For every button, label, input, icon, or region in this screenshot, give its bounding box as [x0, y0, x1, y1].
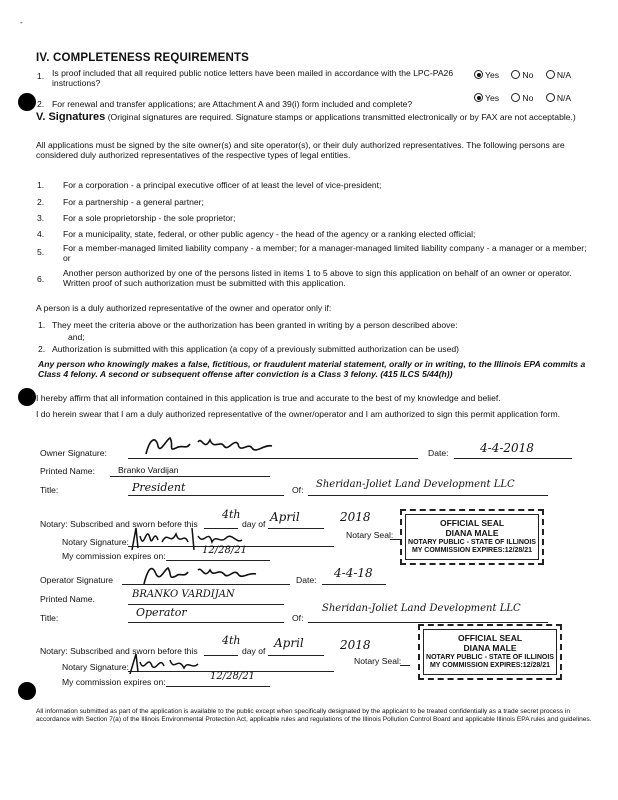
felony-warning: Any person who knowingly makes a false, fictitious, or fraudulent material statement, orally or in writing, to the Illinois EPA commits a Class 4 felony. A second or subsequent offense after conviction is a Class 3 felony. (415 ILCS 5/44(h))	[38, 359, 586, 380]
owner-signature	[140, 432, 290, 460]
operator-date-line	[322, 584, 386, 585]
owner-notary-signature-label: Notary Signature:	[62, 537, 129, 547]
seal-name: DIANA MALE	[445, 527, 499, 538]
operator-date-label: Date:	[296, 575, 317, 585]
person-4-text: For a municipality, state, federal, or other public agency - the head of the agency or a ranking elected official;	[63, 229, 476, 239]
owner-date-line	[454, 458, 572, 459]
operator-of-label: Of:	[292, 613, 304, 623]
owner-notary-month-value: April	[270, 510, 300, 524]
operator-notary-year-value: 2018	[340, 638, 371, 652]
owner-printed-name-value: Branko Vardijan	[118, 465, 179, 475]
person-2-text: For a partnership - a general partner;	[63, 197, 204, 207]
owner-of-line	[308, 495, 548, 496]
owner-signature-label: Owner Signature:	[40, 448, 107, 458]
operator-notary-seal-label: Notary Seal:	[354, 656, 402, 666]
q2-na-label: N/A	[556, 93, 572, 103]
person-5-num: 5.	[37, 247, 45, 257]
owner-date-value: 4-4-2018	[480, 441, 534, 455]
operator-notary-signature-label: Notary Signature:	[62, 662, 129, 672]
owner-notary-seal-label: Notary Seal:	[346, 530, 394, 540]
condition-1-num: 1.	[38, 320, 46, 330]
q2-text: For renewal and transfer applications; are Attachment A and 39(i) form included and complete?	[52, 99, 413, 109]
duly-intro: A person is a duly authorized representative of the owner and operator only if:	[36, 303, 332, 313]
operator-signature-label: Operator Signature	[40, 575, 114, 585]
condition-1-cont: and;	[68, 332, 85, 342]
q1-na-radio[interactable]	[546, 70, 555, 79]
section-5-header	[36, 111, 596, 124]
q1-text: Is proof included that all required public notice letters have been mailed in accordance with the LPC-PA26 instructions?	[52, 68, 454, 89]
owner-notary-commission-value: 12/28/21	[202, 545, 247, 556]
q2-no-radio[interactable]	[511, 93, 520, 102]
person-4-num: 4.	[37, 229, 45, 239]
operator-notary-seal-stamp	[418, 624, 562, 680]
owner-printed-name-line	[110, 476, 270, 477]
person-3-text: For a sole proprietorship - the sole proprietor;	[63, 213, 236, 223]
binder-hole-mark	[18, 682, 36, 700]
owner-notary-year-value: 2018	[340, 510, 371, 524]
operator-of-value: Sheridan-Joliet Land Development LLC	[322, 603, 521, 614]
condition-1-text: They meet the criteria above or the authorization has been granted in writing by a person described above:	[52, 320, 458, 330]
seal-title: OFFICIAL SEAL	[439, 518, 505, 528]
operator-notary-day-value: 4th	[222, 634, 241, 647]
operator-notary-month-line	[268, 655, 324, 656]
q1-no-radio[interactable]	[511, 70, 520, 79]
binder-hole-mark	[18, 93, 36, 111]
owner-printed-name-label: Printed Name:	[40, 466, 95, 476]
section-4-title: IV. COMPLETENESS REQUIREMENTS	[36, 52, 250, 64]
signatures-intro: All applications must be signed by the site owner(s) and site operator(s), or their duly authorized representatives. The following persons are considered duly authorized representatives of the respective types of legal entities.	[36, 140, 565, 161]
operator-title-label: Title:	[40, 613, 59, 623]
q2-number: 2.	[37, 99, 45, 109]
owner-title-value: President	[132, 481, 186, 494]
owner-title-line	[128, 495, 284, 496]
condition-2-text: Authorization is submitted with this application (a copy of a previously submitted authorization can be used)	[52, 344, 459, 354]
person-1-num: 1.	[37, 180, 45, 190]
seal-line2: MY COMMISSION EXPIRES:12/28/21	[429, 661, 551, 669]
q2-yes-radio[interactable]	[474, 93, 483, 102]
operator-title-line	[128, 622, 284, 623]
operator-notary-commission-label: My commission expires on:	[62, 677, 166, 687]
operator-notary-month-value: April	[274, 636, 304, 650]
affirm-statement: I hereby affirm that all information contained in this application is true and accurate to the best of my knowledge and belief.	[36, 393, 501, 403]
person-3-num: 3.	[37, 213, 45, 223]
owner-notary-dayof-label: day of	[242, 519, 266, 529]
section-5-title: V. Signatures	[36, 111, 106, 123]
seal-line1: NOTARY PUBLIC - STATE OF ILLINOIS	[426, 653, 554, 661]
q2-yes-label: Yes	[485, 93, 500, 103]
q1-number: 1.	[37, 71, 45, 81]
corner-mark: -	[20, 18, 23, 27]
person-6-num: 6.	[37, 274, 45, 284]
owner-notary-seal-stamp	[400, 509, 544, 565]
seal-line2: MY COMMISSION EXPIRES:12/28/21	[411, 546, 533, 554]
owner-of-label: Of:	[292, 485, 304, 495]
operator-printed-name-label: Printed Name.	[40, 594, 95, 604]
operator-notary-subscribed-label: Notary: Subscribed and sworn before this	[40, 646, 198, 656]
operator-of-line	[308, 622, 548, 623]
owner-notary-seal-line	[390, 539, 400, 540]
operator-signature	[138, 560, 278, 588]
footer-disclaimer: All information submitted as part of the application is available to the public except when specifically designated by the applicant to be treated confidentially as a trade secret process in accordance with Section 7(a) of the Illinois Environmental Protection Act, applicable rules and regulations of the Illinois Pollution Control Board and applicable Illinois EPA rules and guidelines.	[36, 708, 592, 724]
person-2-num: 2.	[37, 197, 45, 207]
owner-notary-commission-label: My commission expires on:	[62, 551, 166, 561]
person-5-text: For a member-managed limited liability company - a member; for a manager-managed limited liability company - a manager or a member; or	[63, 243, 587, 264]
seal-title: OFFICIAL SEAL	[457, 633, 523, 643]
binder-hole-mark	[18, 388, 36, 406]
operator-title-value: Operator	[136, 606, 187, 619]
q1-na-label: N/A	[556, 70, 572, 80]
seal-name: DIANA MALE	[463, 642, 517, 653]
operator-printed-name-line	[128, 604, 284, 605]
owner-notary-day-value: 4th	[222, 508, 241, 521]
person-6-text: Another person authorized by one of the persons listed in items 1 to 5 above to sign this application on behalf of an owner or operator. Written proof of such authorization must be submitted with this application.	[63, 268, 572, 289]
owner-of-value: Sheridan-Joliet Land Development LLC	[316, 479, 515, 490]
operator-printed-name-value: BRANKO VARDIJAN	[132, 589, 235, 600]
owner-title-label: Title:	[40, 485, 59, 495]
q1-options	[474, 70, 581, 80]
person-1-text: For a corporation - a principal executive officer of at least the level of vice-president;	[63, 180, 382, 190]
operator-date-value: 4-4-18	[334, 566, 373, 580]
owner-date-label: Date:	[428, 448, 449, 458]
operator-notary-commission-line	[166, 686, 270, 687]
q1-no-label: No	[522, 70, 534, 80]
seal-line1: NOTARY PUBLIC - STATE OF ILLINOIS	[408, 538, 536, 546]
q2-options	[474, 93, 581, 103]
section-5-note: (Original signatures are required. Signature stamps or applications transmitted electronically or by FAX are not acceptable.)	[107, 112, 576, 122]
q2-na-radio[interactable]	[546, 93, 555, 102]
q1-yes-label: Yes	[485, 70, 500, 80]
owner-notary-subscribed-label: Notary: Subscribed and sworn before this	[40, 519, 198, 529]
condition-2-num: 2.	[38, 344, 46, 354]
operator-notary-seal-line	[400, 665, 410, 666]
q2-no-label: No	[522, 93, 534, 103]
swear-statement: I do herein swear that I am a duly authorized representative of the owner/operator and I am authorized to sign this permit application form.	[36, 409, 561, 419]
operator-notary-dayof-label: day of	[242, 646, 266, 656]
operator-notary-commission-value: 12/28/21	[210, 671, 255, 682]
q1-yes-radio[interactable]	[474, 70, 483, 79]
